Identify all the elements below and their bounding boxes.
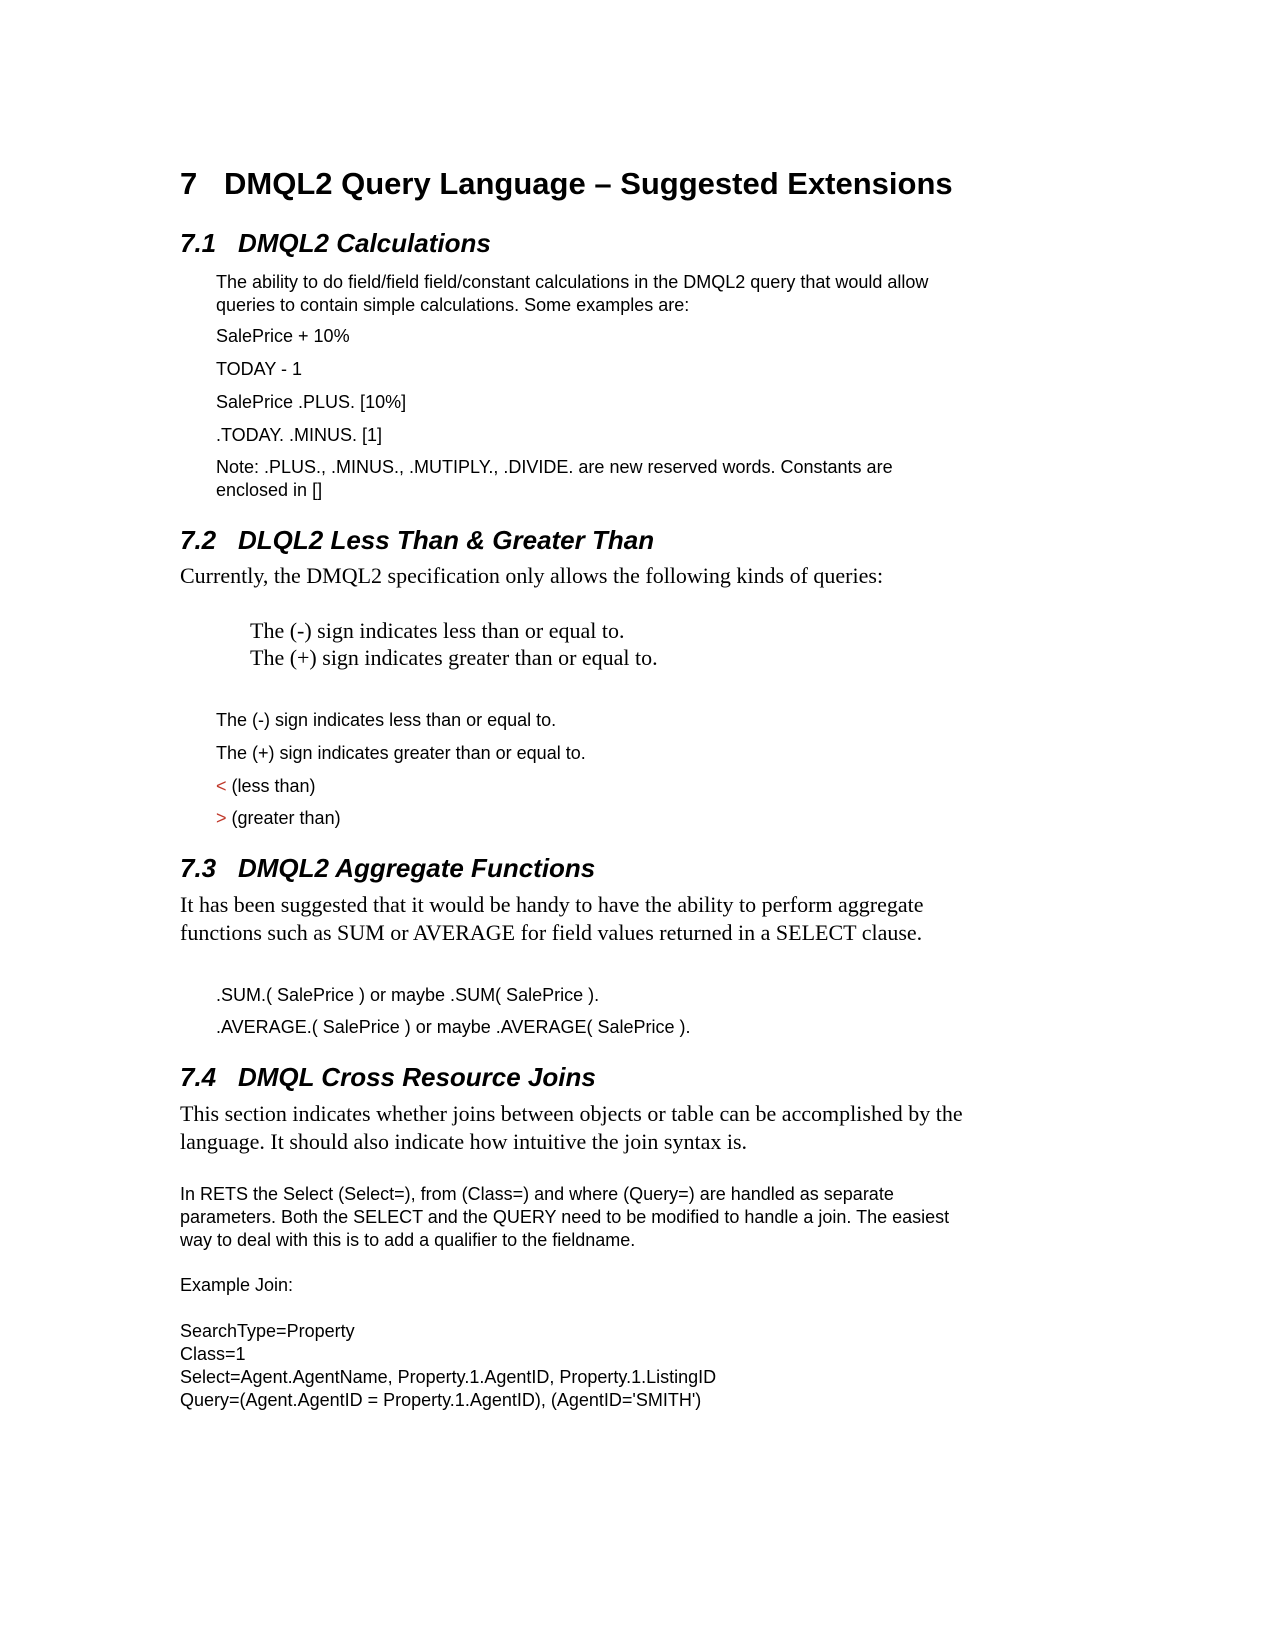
section-heading-7-1 xyxy=(180,228,491,259)
code-line: Select=Agent.AgentName, Property.1.AgentID, Property.1.ListingID xyxy=(180,1367,717,1387)
example-join-label: Example Join: xyxy=(180,1275,294,1295)
note-line: Note: .PLUS., .MINUS., .MUTIPLY., .DIVIDE. are new reserved words. Constants are xyxy=(216,457,893,477)
s73-example: .AVERAGE.( SalePrice ) or maybe .AVERAGE( SalePrice ). xyxy=(216,1017,691,1037)
paragraph-line: parameters. Both the SELECT and the QUERY need to be modified to handle a join. The easiest xyxy=(180,1207,950,1227)
section-title: DLQL2 Less Than & Greater Than xyxy=(238,525,655,555)
s71-example: SalePrice .PLUS. [10%] xyxy=(216,392,407,412)
s73-intro xyxy=(180,891,924,947)
s74-rets-paragraph xyxy=(180,1183,949,1252)
operator-label: (greater than) xyxy=(226,808,341,828)
s71-example: TODAY - 1 xyxy=(216,359,303,379)
section-title: DMQL2 Aggregate Functions xyxy=(238,853,596,883)
section-number: 7.3 xyxy=(180,853,217,883)
s73-example: .SUM.( SalePrice ) or maybe .SUM( SalePrice ). xyxy=(216,985,600,1005)
s72-sans-item: The (+) sign indicates greater than or equal to. xyxy=(216,743,586,763)
paragraph-line: queries to contain simple calculations. Some examples are: xyxy=(216,295,690,315)
paragraph-line: This section indicates whether joins between objects or table can be accomplished by the xyxy=(180,1101,963,1126)
s72-serif-item: The (+) sign indicates greater than or equal to. xyxy=(250,645,658,670)
s71-intro xyxy=(216,271,928,317)
s72-operator-less-than xyxy=(216,775,316,798)
paragraph-line: In RETS the Select (Select=), from (Class=) and where (Query=) are handled as separate xyxy=(180,1184,894,1204)
note-line: enclosed in [] xyxy=(216,480,323,500)
paragraph-line: language. It should also indicate how intuitive the join syntax is. xyxy=(180,1129,748,1154)
operator-label: (less than) xyxy=(226,776,316,796)
section-number: 7.4 xyxy=(180,1062,217,1092)
greater-than-symbol: > xyxy=(216,808,227,828)
section-number: 7.2 xyxy=(180,525,217,555)
paragraph-line: It has been suggested that it would be handy to have the ability to perform aggregate xyxy=(180,892,924,917)
chapter-title: DMQL2 Query Language – Suggested Extensions xyxy=(224,166,953,201)
section-title: DMQL Cross Resource Joins xyxy=(238,1062,596,1092)
s72-operator-greater-than xyxy=(216,807,341,830)
chapter-number: 7 xyxy=(180,166,198,201)
section-heading-7-3 xyxy=(180,853,595,884)
section-number: 7.1 xyxy=(180,228,217,258)
code-line: Query=(Agent.AgentID = Property.1.AgentID), (AgentID='SMITH') xyxy=(180,1390,702,1410)
less-than-symbol: < xyxy=(216,776,227,796)
paragraph-line: way to deal with this is to add a qualifier to the fieldname. xyxy=(180,1230,636,1250)
s72-sans-item: The (-) sign indicates less than or equal to. xyxy=(216,710,557,730)
s72-serif-item: The (-) sign indicates less than or equal to. xyxy=(250,618,625,643)
chapter-heading xyxy=(180,166,953,202)
paragraph-line: The ability to do field/field field/constant calculations in the DMQL2 query that would allow xyxy=(216,272,929,292)
section-heading-7-4 xyxy=(180,1062,596,1093)
paragraph-line: functions such as SUM or AVERAGE for field values returned in a SELECT clause. xyxy=(180,920,923,945)
section-title: DMQL2 Calculations xyxy=(238,228,491,258)
code-line: Class=1 xyxy=(180,1344,246,1364)
s71-example: SalePrice + 10% xyxy=(216,326,350,346)
s74-intro xyxy=(180,1100,963,1156)
s71-example: .TODAY. .MINUS. [1] xyxy=(216,425,383,445)
s71-note xyxy=(216,456,893,502)
code-line: SearchType=Property xyxy=(180,1321,355,1341)
section-heading-7-2 xyxy=(180,525,654,556)
s72-intro: Currently, the DMQL2 specification only allows the following kinds of queries: xyxy=(180,563,884,588)
example-join-code xyxy=(180,1320,716,1412)
